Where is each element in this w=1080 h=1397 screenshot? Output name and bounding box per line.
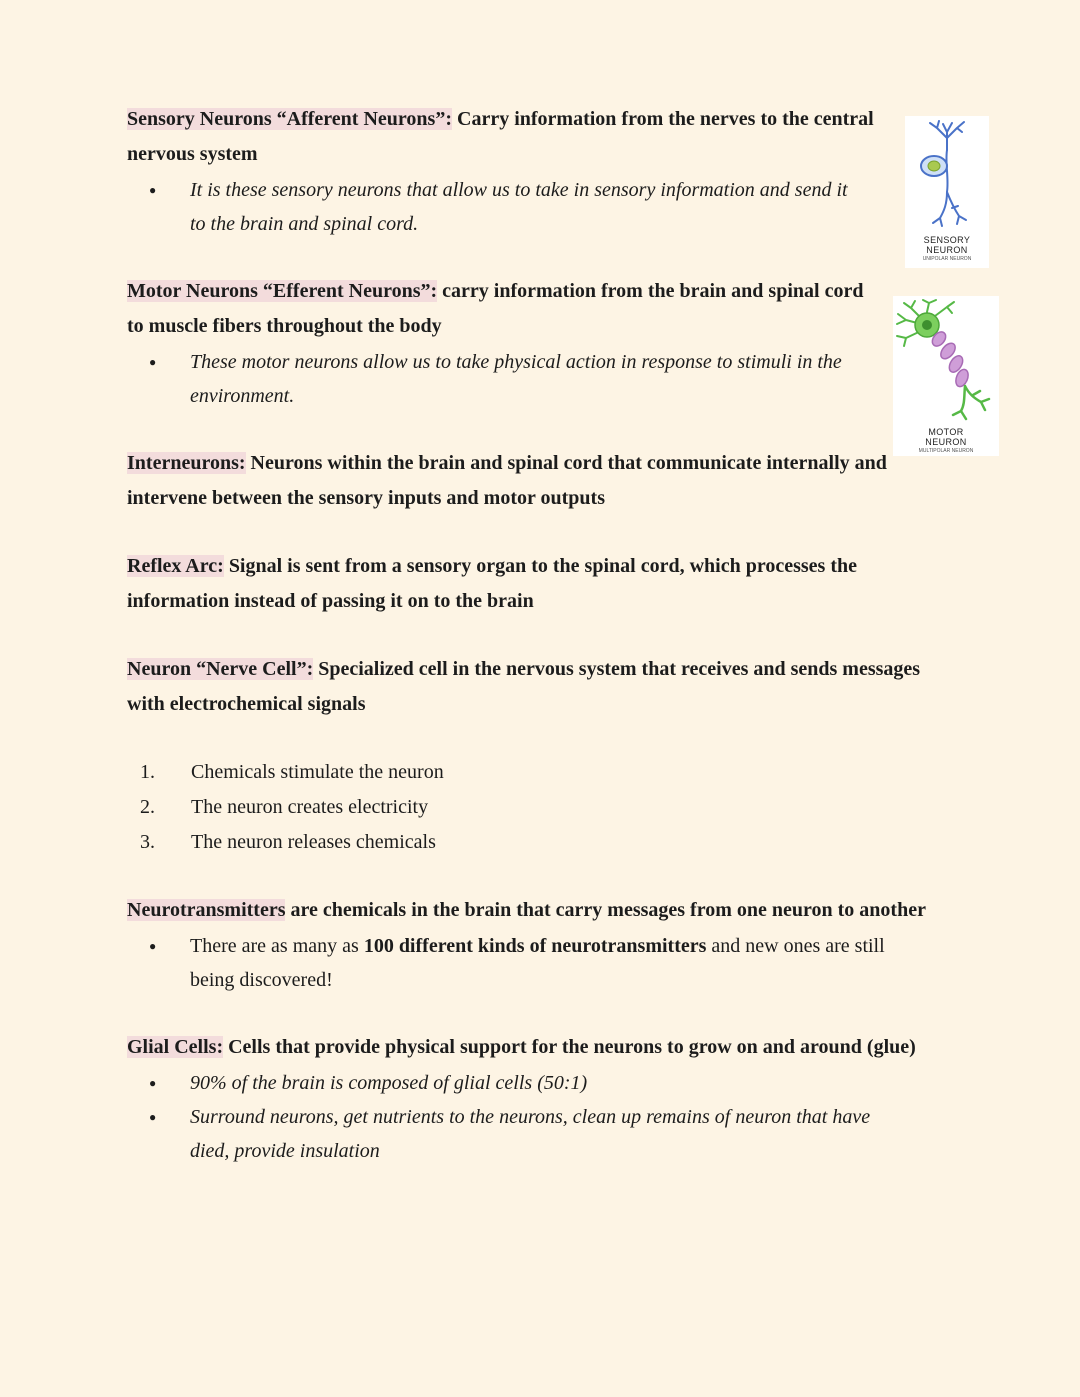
section-interneurons bbox=[127, 446, 1007, 516]
heading-motor-neurons bbox=[127, 274, 877, 344]
bullet-item: ● Surround neurons, get nutrients to the neurons, clean up remains of neuron that have died, provide insulation bbox=[190, 1100, 887, 1168]
section-glial-cells bbox=[127, 1030, 1007, 1168]
heading-text: Specialized cell in the nervous system that receives and sends messages with electrochemical signals bbox=[127, 658, 921, 715]
heading-text: Neurons within the brain and spinal cord that communicate internally and intervene between the sensory inputs and motor outputs bbox=[127, 452, 887, 509]
figure-label-line1: MOTOR bbox=[928, 427, 964, 437]
bullet-item: ● It is these sensory neurons that allow us to take in sensory information and send it to the brain and spinal cord. bbox=[190, 173, 867, 241]
bullet-list bbox=[127, 173, 867, 241]
highlighted-term: Reflex Arc: bbox=[127, 555, 224, 577]
highlighted-term: Interneurons: bbox=[127, 452, 246, 474]
heading-neuron bbox=[127, 652, 939, 722]
bullet-list bbox=[127, 929, 887, 997]
step-item: Chemicals stimulate the neuron bbox=[191, 761, 444, 783]
figure-label-line2: NEURON bbox=[925, 437, 967, 447]
heading-text: carry information from the brain and spinal cord to muscle fibers throughout the body bbox=[127, 280, 864, 337]
heading-text: Carry information from the nerves to the central nervous system bbox=[127, 108, 874, 165]
heading-interneurons bbox=[127, 446, 939, 516]
heading-text: are chemicals in the brain that carry messages from one neuron to another bbox=[285, 899, 926, 921]
heading-sensory-neurons bbox=[127, 102, 877, 172]
heading-text: Cells that provide physical support for the neurons to grow on and around (glue) bbox=[223, 1036, 916, 1058]
bullet-list bbox=[127, 1066, 887, 1168]
highlighted-term: Motor Neurons “Efferent Neurons”: bbox=[127, 280, 438, 302]
motor-neuron-illustration bbox=[893, 298, 999, 422]
step-item: The neuron creates electricity bbox=[191, 796, 429, 818]
figure-sublabel: UNIPOLAR NEURON bbox=[922, 256, 972, 262]
section-sensory-neurons bbox=[127, 102, 1007, 241]
bullet-item: ● 90% of the brain is composed of glial cells (50:1) bbox=[190, 1066, 887, 1100]
heading-neurotransmitters bbox=[127, 893, 939, 928]
figure-label-line1: SENSORY bbox=[923, 235, 971, 245]
highlighted-term: Neurotransmitters bbox=[127, 899, 286, 921]
motor-neuron-figure bbox=[893, 296, 999, 456]
section-motor-neurons bbox=[127, 274, 1007, 413]
bullet-item bbox=[190, 929, 887, 997]
figure-sublabel: MULTIPOLAR NEURON bbox=[918, 448, 974, 454]
sensory-neuron-figure bbox=[905, 116, 989, 268]
bullet-text: There are as many as bbox=[190, 935, 364, 957]
highlighted-term: Sensory Neurons “Afferent Neurons”: bbox=[127, 108, 452, 130]
notes-page bbox=[127, 102, 1007, 1201]
bullet-list bbox=[127, 345, 887, 413]
section-neurotransmitters bbox=[127, 893, 1007, 997]
neuron-steps-list bbox=[127, 755, 887, 860]
sensory-neuron-illustration bbox=[905, 118, 989, 230]
bullet-text: and new ones are still being discovered! bbox=[190, 935, 885, 991]
figure-label-line2: NEURON bbox=[926, 245, 968, 255]
bullet-item: ● These motor neurons allow us to take physical action in response to stimuli in the environment. bbox=[190, 345, 887, 413]
heading-text: Signal is sent from a sensory organ to the spinal cord, which processes the information instead of passing it on to the brain bbox=[127, 555, 857, 612]
heading-reflex-arc bbox=[127, 549, 939, 619]
section-reflex-arc bbox=[127, 549, 1007, 619]
highlighted-term: Glial Cells: bbox=[127, 1036, 224, 1058]
heading-glial-cells bbox=[127, 1030, 939, 1065]
step-item: The neuron releases chemicals bbox=[191, 831, 436, 853]
section-neuron bbox=[127, 652, 1007, 722]
bullet-bold-text: 100 different kinds of neurotransmitters bbox=[363, 935, 707, 957]
highlighted-term: Neuron “Nerve Cell”: bbox=[127, 658, 314, 680]
